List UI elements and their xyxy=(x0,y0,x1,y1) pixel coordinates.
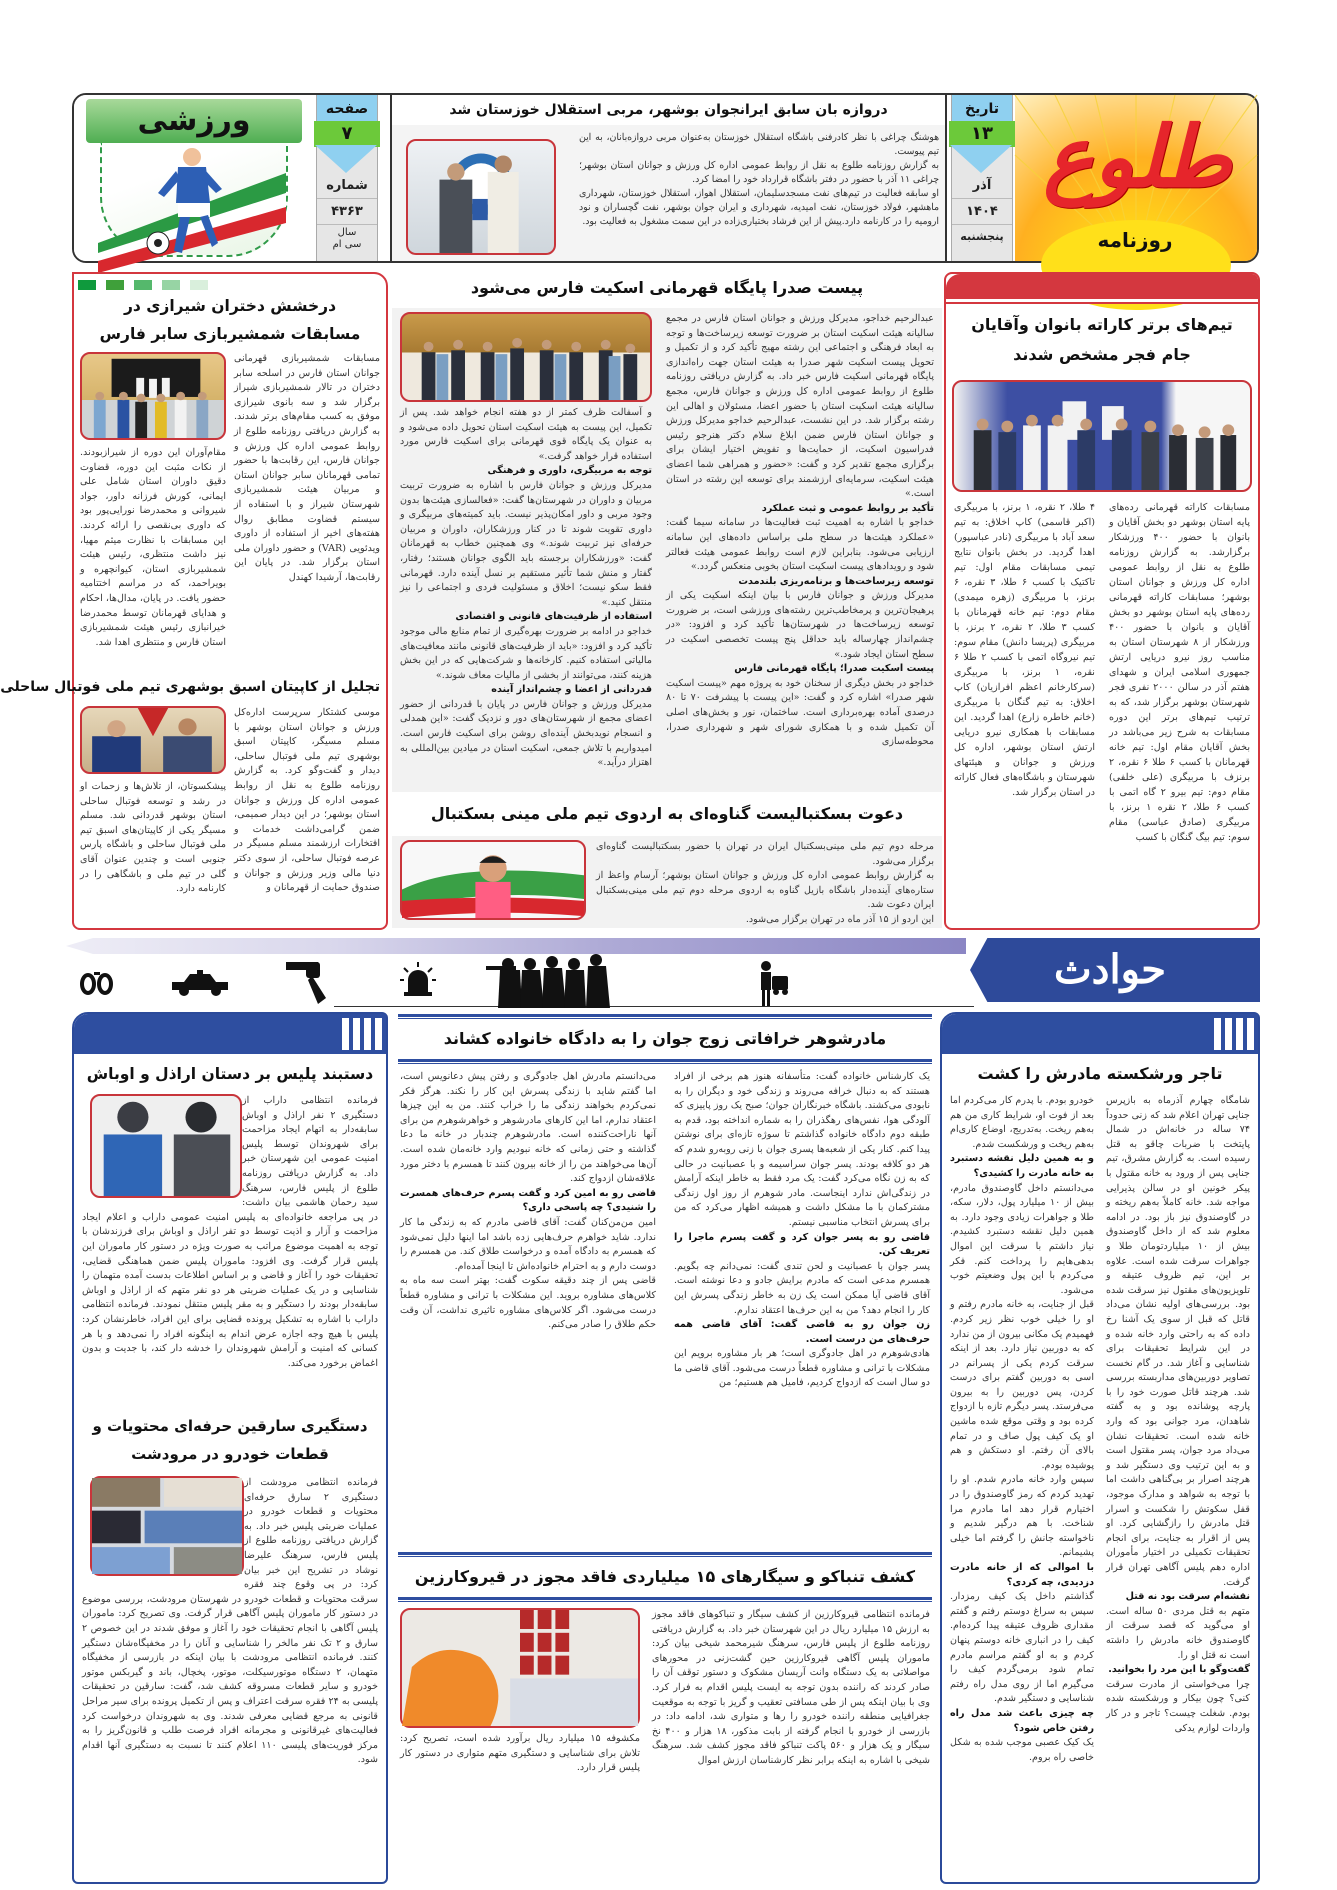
page-number-box xyxy=(316,95,378,261)
lead-story-photo xyxy=(406,139,556,255)
article-column-text: پیشکسوتان، از تلاش‌ها و زحمات او در رشد و توسعه فوتبال ساحلی استان بوشهر قدردانی شد. مسلم مسیگر یکی از کاپیتان‌های اسبق تیم ملی فوتبال ساحلی و باشگاه پارس جنوبی است و چندین عنوان آقای گلی در تیم ملی و باشگاهی را در کارنامه دارد. xyxy=(80,781,226,895)
date-day-wrap xyxy=(952,121,1012,173)
article-text: خودرو بودم. با پدرم کار می‌کردم اما بعد از فوت او، شرایط کاری من هم به‌هم ریخت. به‌تدریج، اوضاع کاری‌ام به‌هم ریخت و ورشکست شدم. xyxy=(950,1095,1094,1150)
article-columns xyxy=(392,836,942,924)
article-text: متهم به قتل مردی ۵۰ ساله است. او می‌گوید که قصد سرقت از گاوصندوق خانه مادرش را داشته است نه قتل او را. xyxy=(1106,1605,1250,1661)
newspaper-logo xyxy=(1015,95,1257,261)
article-column: موسی کشتکار سرپرست اداره‌کل ورزش و جوانان استان بوشهر با مسلم مسیگر، کاپیتان اسبق بوشهری تیم ملی فوتبال ساحلی، دیدار و گفت‌وگو کرد. به گزارش روزنامه طلوع به نقل از روابط عمومی اداره کل ورزش و جوانان استان بوشهر؛ در این دیدار صمیمی، ضمن گرامی‌داشت خدمات و افتخارات ارزشمند مسلم مسیگر در عرصه فوتبال ساحلی، از سوی دکتر دنیا مالی وزیر ورزش و جوانان و صندوق حمایت از قهرمانان و xyxy=(234,707,380,894)
article-columns xyxy=(392,308,942,792)
article-text: و آسفالت ظرف کمتر از دو هفته انجام خواهد شد. پس از تکمیل، این پیست به هیئت اسکیت استان تحویل داده می‌شود و به عنوان یک پایگاه قوی قهرمانی برای اسکیت فارس مورد استفاده قرار خواهد گرفت.» xyxy=(400,407,652,462)
sports-left-box xyxy=(0,272,388,930)
red-header-bar xyxy=(946,274,1258,302)
date-label: تاریخ xyxy=(952,95,1012,137)
thugs-section xyxy=(74,1054,386,1406)
article-text: مدیرکل ورزش و جوانان فارس با بیان اینکه اسکیت یکی از پرهیجان‌ترین و پرمخاطب‌ترین رشته‌های ورزشی است، بر ضرورت توسعه زیرساخت‌ها در شهرستان‌ها تأکید کرد و افزود: «در چشم‌انداز چهارساله باید حداقل پنج پیست تخصصی اسکیت در سطح استان ایجاد شود.» xyxy=(666,590,934,660)
lead-story-body xyxy=(579,131,939,257)
swatch xyxy=(190,280,208,290)
article-text: فرمانده انتظامی داراب از دستگیری ۲ نفر اراذل و اوباش سابقه‌دار به اتهام ایجاد مزاحمت برای شهروندان توسط پلیس امنیت عمومی این شهرستان خبر داد. به گزارش دریافتی روزنامه طلوع از پلیس فارس، سرهنگ سید رحمان هاشمی بیان داشت: در پی مراجعه خانواده‌ای به پلیس امنیت عمومی داراب و اعلام ایجاد مزاحمت و آزار و اذیت توسط دو تفر اراذل و اوباش برای فرزندشان با توجه به اهمیت موضوع مراتب به صورت ویژه در دستور کار ماموران این پلیس قرار گرفت. وی افزود: ماموران پلیس ضمن هماهنگی قضایی، تحقیقات خود را آغاز و قاضی و بر اساس اطلاعات بدست آمده متهمان را شناسایی و در یک عملیات ضربتی هر دو نفر متهم که از اراذل و اوباش سابقه‌دار بودند را دستگیر و به مقر پلیس منتقل نمودند. فرمانده انتظامی داراب با اشاره به تشکیل پرونده قضایی برای این افراد، خاطرنشان کرد: پلیس با هیچ وجه اجازه عرض اندام به اینگونه افراد را نمی‌دهد و با هر کسانی که امنیت و آرامش شهروندان را خدشه دار کند، با جدیت و بدون اغماض برخورد می‌کند. xyxy=(82,1095,378,1369)
article-text: یک کیک عصبی موجب شده به شکل خاصی راه بروم. xyxy=(950,1737,1094,1763)
article-subheading: زن جوان رو به قاضی گفت: آقای قاضی همه حرف‌های من درست است. xyxy=(674,1319,930,1345)
article-subheading: قاضی رو به پسر جوان کرد و گفت پسرم ماجرا را تعریف کن. xyxy=(674,1231,930,1258)
article-body xyxy=(74,1476,386,1876)
siren-icon xyxy=(400,962,436,996)
article-text: پسر جوان با عصبانیت و لحن تندی گفت: نمی‌دانم چه بگویم. همسرم مدعی است که مادرم برایش جادو و دعا نوشته است. آقای قاضی آیا ممکن است یک زن به خاطر زندگی پسرش این کار را انجام دهد؟ من به این حرف‌ها اعتقاد ندارم. xyxy=(674,1260,930,1316)
article-text: قبل از جنایت، به خانه مادرم رفتم و او را خیلی خوب نظر زیر کردم. فهمیدم یک مکانی بیرون از من ندارد که به دوربین نیاز دارد. بعد از اینکه سرقت کردم یکی از پسرانم در اسی به دوربین گفتم برای درست کردن، پس دوربین را به بیرون می‌فرستد. پسر دیگرم تازه با ازدواج کرده بود و وقتی موقع شده ماشین او یک کیف پول صاف و در تمام بالای آن رفتم. او دستکش و هم پوشیده بودم. xyxy=(950,1299,1094,1471)
color-swatches xyxy=(74,274,386,290)
article-title: درخشش دختران شیرازی در مسابقات شمشیربازی سابر فارس xyxy=(99,297,361,343)
incidents-banner xyxy=(66,938,1260,1008)
blue-header-bar xyxy=(942,1014,1258,1054)
police-car-icon xyxy=(172,970,228,996)
section-title: ورزشی xyxy=(137,103,251,138)
article-text: می‌دانستم داخل گاوصندوق مادرم، بیش از ۱۰ میلیارد پول، دلار، سکه، طلا و جواهرات زیادی وجود دارد. به همین دلیل نقشه دستبرد کشیدم. نیاز داشتم با سرقت این اموال بدهی‌هایم را پرداخت کنم. فکر می‌کردم با این پول وضعیتم خوب می‌شود. xyxy=(950,1182,1094,1296)
page-label: صفحه xyxy=(317,95,377,137)
article-basketball xyxy=(392,796,942,928)
article-photo xyxy=(400,1608,640,1728)
incidents-left-box xyxy=(72,1012,388,1884)
issue-label: شماره xyxy=(326,178,368,193)
interview-question: و به همین دلیل نقشه دستبرد به خانه مادرت را کشیدی؟ xyxy=(950,1153,1094,1179)
volume-box xyxy=(317,224,377,253)
article-text: سپس وارد خانه مادرم شدم. او را تهدید کردم که رمز گاوصندوق را در اختیارم قرار دهد اما مادرم مرا شناخت. با هم درگیر شدیم و ناخواسته جانش را گرفتم اما خیلی پشیمانم. xyxy=(950,1474,1094,1559)
article-body xyxy=(74,1094,386,1400)
article-merchant xyxy=(940,1012,1260,1884)
article-column-left xyxy=(80,352,226,652)
article-title: دستگیری سارقین حرفه‌ای محتویات و قطعات خودرو در مرودشت xyxy=(92,1417,368,1463)
article-karate xyxy=(944,272,1260,930)
article-column xyxy=(1106,1094,1250,1874)
article-title: تیم‌های برتر کاراته بانوان وآقایان جام فجر مشخص شدند xyxy=(971,315,1233,364)
article-column-left xyxy=(400,1608,640,1788)
volume-value: سی ام xyxy=(332,239,362,250)
article-subheading: توسعه زیرساخت‌ها و برنامه‌ریزی بلندمدت xyxy=(738,575,934,587)
article-text: یک کارشناس خانواده گفت: متأسفانه هنوز هم برخی از افراد هستند که به دنبال خرافه می‌روند و زندگی خود و دیگران را به نابودی می‌کشند. باشگاه خبرنگاران جوان؛ صبح یک روز پاییزی که آلودگی هوا، نفس‌های رهگذران را به شماره انداخته بود، قدم به طبقه دوم دادگاه خانواده گذاشتم تا سوژه تازه‌ای برای نوشتن پیدا کنم. کنار یکی از شعبه‌ها پسری جوان با زنی روبه‌رو شدم که هر دو کلافه بودند. پسر جوان سراسیمه و با عصبانیت در حالی که به زن نگاه می‌کرد گفت: یک مرد فقط به خاطر اینکه آرامش در زندگی‌اش ندارد اینجاست. مادر شوهرم از روز اول زندگی مشترکمان با ما مشکل داشت و همیشه اظهار می‌کرد که من برای پسرش انتخاب مناسبی نیستم. xyxy=(674,1071,930,1228)
article-text: مرحله دوم تیم ملی مینی‌بسکتبال ایران در تهران با حضور بسکتبالیست گناوه‌ای برگزار می‌شود. xyxy=(596,841,934,867)
article-text: به گزارش روابط عمومی اداره کل ورزش و جوانان استان بوشهر؛ آرسام واعظ از ستاره‌های آینده‌دار باشگاه بازیل گناوه به اردوی مرحله دوم تیم ملی مینی‌بسکتبال ایران دعوت شد. xyxy=(596,870,934,911)
article-title: دستبند پلیس بر دستان اراذل و اوباش xyxy=(86,1065,374,1083)
article-subheading: قاضی رو به امین کرد و گفت پسرم حرف‌های همسرت را شنیدی؟ چه پاسخی داری؟ xyxy=(400,1187,656,1214)
article-column-left xyxy=(80,706,226,922)
article-columns xyxy=(392,1602,938,1788)
lead-story-paragraph: هوشنگ چراغی با نظر کادرفنی باشگاه استقلال خوزستان به‌عنوان مربی دروازه‌بانان، به این تیم پیوست. xyxy=(579,132,939,157)
article-columns xyxy=(74,706,386,922)
article-subheading: قدردانی از اعضا و چشم‌انداز آینده xyxy=(491,684,652,696)
swat-team-icon xyxy=(486,954,616,1008)
logo-wordmark: طلوع xyxy=(1043,107,1232,206)
lead-story-paragraph: به گزارش روزنامه طلوع به نقل از روابط عمومی اداره کل ورزش و جوانان استان بوشهر؛ چراغی ۱۱ آذر با حضور در دفتر باشگاه قرارداد خود را امضا کرد. xyxy=(579,160,939,185)
article-tobacco xyxy=(392,1552,938,1792)
handcuffs-icon xyxy=(80,964,114,996)
section-shield xyxy=(100,143,288,257)
article-column-text xyxy=(400,406,652,771)
article-text: خداجو در ادامه بر ضرورت بهره‌گیری از تمام منابع مالی موجود تأکید کرد و افزود: «باید از ظرفیت‌های قانونی مانند معافیت‌های مالیاتی استفاده کنیم. کارخانه‌ها و شرکت‌هایی که در این بخش هزینه کنند، می‌توانند از بخشی از مالیات معاف شوند.» xyxy=(400,625,652,681)
issue-number: ۴۳۶۳ xyxy=(317,198,377,224)
article-column xyxy=(674,1070,930,1538)
article-column xyxy=(950,1094,1094,1874)
beach-football-section xyxy=(0,670,386,926)
banner-title: حوادث xyxy=(1054,946,1166,993)
article-photo xyxy=(952,380,1252,492)
article-text: مدیرکل ورزش و جوانان فارس در پایان با قدردانی از حضور اعضای مجمع از شهرستان‌های دور و نزدیک گفت: «این همدلی و انسجام نویدبخش آینده‌ای روشن برای اسکیت فارس است. امیدواریم با تلاش جمعی، اسکیت استان در میادین بین‌المللی به اهتزاز درآید.» xyxy=(400,698,652,769)
article-column xyxy=(400,1070,656,1538)
banner-stripe xyxy=(66,938,966,954)
date-day: ۱۳ xyxy=(949,121,1015,147)
article-body xyxy=(946,492,1258,845)
article-columns xyxy=(74,352,386,652)
article-text: چرا می‌خواستی از مادرت سرقت کنی؟ چون بیکار و ورشکسته شده بودم. شغلت چیست؟ تاجر و در کار واردات لوازم یدکی xyxy=(1106,1678,1250,1734)
article-subheading: استفاده از ظرفیت‌های قانونی و اقتصادی xyxy=(455,611,652,623)
article-title: تجلیل از کاپیتان اسبق بوشهری تیم ملی فوتبال ساحلی xyxy=(0,679,380,695)
article-text: خداجو در بخش دیگری از سخنان خود به پروژه مهم «پیست اسکیت شهر صدرا» اشاره کرد و گفت: «این پیست با پیشرفت ۷۰ تا ۸۰ درصدی آماده بهره‌برداری است. ساختمان، نور و بخش‌های اصلی آن تکمیل شده و با همکاری شورای شهر و شهرداری صدرا، محوطه‌سازی xyxy=(666,677,934,748)
article-text: گذاشتم داخل یک کیف رمزدار. سپس به سراغ دوستم رفتم و گفتم مقداری ظروف عتیقه پیدا کرده‌ام. کیف را در انباری خانه دوستم پنهان کردم و به او گفتم مراسم مادرم تمام شود برمی‌گردم کیف را می‌گیرم اما از روی مدل راه رفتم شناسایی و دستگیر شدم. xyxy=(950,1591,1094,1705)
fencing-section xyxy=(74,274,386,670)
lead-story-title: دروازه بان سابق ایرانجوان بوشهر، مربی استقلال خوزستان شد xyxy=(392,95,945,125)
car-thieves-section xyxy=(74,1406,386,1882)
article-subheading: گفت‌وگو با این مرد را بخوانید. xyxy=(1108,1664,1250,1676)
article-text: امین من‌من‌کنان گفت: آقای قاضی مادرم که به زندگی ما کار ندارد. شاید خواهرم حرف‌هایی زده باشد اما اینها دلیل نمی‌شود که همسرم به دادگاه آمده و درخواست طلاق کند. من همسرم را دوست دارم و به احترام خانواده‌اش تا اینجا آمده‌ام. xyxy=(400,1216,656,1272)
article-subheading: پیست اسکیت صدرا؛ پایگاه قهرمانی فارس xyxy=(734,663,934,675)
section-badge xyxy=(74,95,314,261)
logo-subtitle: روزنامه xyxy=(1097,228,1173,252)
article-text: این اردو از ۱۵ آذر ماه در تهران برگزار می‌شود. xyxy=(745,913,934,925)
article-text: عبدالرحیم خداجو، مدیرکل ورزش و جوانان استان فارس در مجمع سالیانه هیئت اسکیت استان بر ضرورت توسعه زیرساخت‌ها و توجه به ابعاد فرهنگی و اجتماعی این رشته مهیج تأکید کرد و از تکمیل و تحویل پیست اسکیت شهر صدرا به هیئت استان جهت راه‌اندازی پایگاه قهرمانی اسکیت فارس خبر داد. به گزارش دریافتی روزنامه طلوع از روابط عمومی اداره کل ورزش و جوانان فارس، مجمع سالیانه هیئت اسکیت استان با حضور اعضا، مسئولان و اهالی این رشته برگزار شد. در این نشست، عبدالرحیم خداجو مدیرکل ورزش و جوانان استان فارس ضمن ابلاغ سلام دکتر هنرجو رئیس فدراسیون اسکیت، از حمایت‌ها و تفویض اختیار ایشان برای برگزاری مجمع تقدیر کرد و گفت: «حضور و همراهی شما اعضای هیئت اسکیت، سرمایه‌ای ارزشمند برای توسعه این رشته در استان است.» xyxy=(666,313,934,500)
interview-question: چه چیزی باعث شد مدل راه رفتن خاص شود؟ xyxy=(950,1707,1094,1734)
article-body xyxy=(596,840,934,924)
blue-header-bar xyxy=(74,1014,386,1054)
article-mother-in-law xyxy=(392,1014,938,1546)
revolver-icon xyxy=(286,958,330,1004)
article-photo xyxy=(80,706,226,774)
article-title: دعوت بسکتبالیست گناوه‌ای به اردوی تیم ملی مینی بسکتبال xyxy=(392,796,942,836)
article-photo xyxy=(80,352,226,440)
article-skate xyxy=(392,272,942,792)
article-title: پیست صدرا پایگاه قهرمانی اسکیت فارس می‌شود xyxy=(392,272,942,308)
swatch xyxy=(134,280,152,290)
masthead xyxy=(72,93,1259,263)
article-column: فرمانده انتظامی قیروکارزین از کشف سیگار و تنباکوهای فاقد مجوز به ارزش ۱۵ میلیارد ریال در این شهرستان خبر داد. به گزارش دریافتی روزنامه طلوع از پلیس فارس، سرهنگ شیرمحمد شیخی بیان کرد: ماموران پلیس آگاهی قیروکارزین حین گشت‌زنی در محورهای مواصلاتی به یک دستگاه وانت آریسان مشکوک و دستور توقف آن را صادر کردند که راننده بدون توجه به ایست پلیس اقدام به فرار کرد. وی با بیان اینکه پس از طی مسافتی تعقیب و گریز با توجه به موقعیت جغرافیایی منطقه راننده خودرو را رها و متواری شد، ادامه داد: در بازرسی از خودرو با انجام گرفته از بابت مذکور، ۱۸ هزار و ۴۰۰ نخ سیگار و یک هزار و ۵۶۰ پاکت تنباکو فاقد مجوز کشف شد. سرهنگ شیخی با اشاره به اینکه برابر نظر کارشناسان ارزش اموال xyxy=(652,1609,930,1766)
soccer-player-icon xyxy=(98,143,286,257)
article-title: مادرشوهر خرافاتی زوج جوان را به دادگاه خانواده کشاند xyxy=(443,1029,887,1048)
article-subheading: نقشه‌ام سرقت بود نه قتل xyxy=(1125,1591,1250,1603)
swatch xyxy=(162,280,180,290)
banner-underline xyxy=(334,1006,974,1007)
article-text: می‌دانستم مادرش اهل جادوگری و رفتن پیش دعانویس است، اما گفتم شاید با زندگی پسرش این کار را نکند. هرگز فکر نمی‌کردم بخواهند زندگی ما را خراب کنند. من به این چیزها اعتقاد ندارم، اما این کارهای مادرشوهر و خواهرشوهرم من برای آنها ناراحت‌کننده است. مادرشوهرم چندبار در خانه ما دعا گذاشته و حتی زمانی که خانه نبودیم وارد خانه‌مان شده است. آن‌ها می‌خواهند من را از خانه بیرون کنند تا همسرم با دختر مورد علاقه‌شان ازدواج کند. xyxy=(400,1071,656,1185)
swatch xyxy=(106,280,124,290)
article-text: خداجو با اشاره به اهمیت ثبت فعالیت‌ها در سامانه سیما گفت: «عملکرد هیئت‌ها در سطح ملی براساس داده‌های این سامانه ارزیابی می‌شود. بنابراین لازم است روابط عمومی هیئت فعالتر شود و رویدادهای پیست اسکیت استان بخوبی منعکس گردد.» xyxy=(666,517,934,573)
date-month: آذر xyxy=(972,178,992,193)
date-box xyxy=(951,95,1013,261)
date-weekday: پنجشنبه xyxy=(952,224,1012,248)
article-column-text: مقام‌آوران این دوره از شیرازبودند. از نکات مثبت این دوره، قضاوت دقیق داوران استان شامل علی ایمانی، کورش فرزانه داور، جواد شیروانی و محمدرضا نورایی‌پور بود که داوری بی‌نقصی را ارائه کردند. این مسابقات با نظارت میثم مهیا، نیز داشت منتظری، رئیس هیئت شمشیربازی استان، کیوانچهره و بویراحمد، که در مراسم اختتامیه حضور یافت. در پایان، مدال‌ها، احکام و هدایای قهرمانان توسط محمدرضا خیرانبازی رئیس هیئت شمشیربازی استان فارس و منتظری اهدا شد. xyxy=(80,447,226,648)
article-subheading: تأکید بر روابط عمومی و ثبت عملکرد xyxy=(761,502,934,514)
article-column-text: مکشوفه ۱۵ میلیارد ریال برآورد شده است، تصریح کرد: تلاش برای شناسایی و دستگیری متهم متواری در دستور کار پلیس قرار دارد. xyxy=(400,1733,640,1774)
volume-label: سال xyxy=(337,227,357,238)
article-title: تاجر ورشکسته مادرش را کشت xyxy=(977,1064,1223,1083)
article-subheading: توجه به مربیگری، داوری و فرهنگی xyxy=(487,465,652,477)
interview-question: با اموالی که از خانه مادرت دزدیدی، چه کردی؟ xyxy=(950,1562,1094,1588)
date-year: ۱۴۰۴ xyxy=(952,198,1012,224)
page-pointer xyxy=(315,145,377,173)
article-body xyxy=(942,1094,1258,1874)
lead-story xyxy=(390,95,947,261)
article-photo xyxy=(400,840,586,920)
article-column: مسابقات کاراته قهرمانی رده‌های پایه استان بوشهر دو بخش آقایان و بانوان با حضور ۴۰۰ ورزشکار برگزارشد. به گزارش روزنامه طلوع به نقل از روابط عمومی اداره کل ورزش و جوانان استان بوشهر؛ مسابقات کاراته قهرمانی رده‌های پایه استان بوشهر دو بخش آقایان و بانوان با حضور ۴۰۰ ورزشکار از ۸ شهرستان استان به مناسب روز نیرو دریایی ارتش جمهوری اسلامی ایران و شهدای هفتم آذر در سالن ۲۰۰۰ نفری فجر شهرستان بوشهر برگزار شد، که به ترتیب تیم‌های برتر این دوره مسابقات به شرح زیر می‌باشد در بخش آقایان مقام اول: تیم خانه قهرمانان با کسب ۶ طلا ۶ نقره، ۲ برنزف با مربیگری (علی خلفی) مقام دوم: تیم بیرو ۲ گاه اتمی با کسب ۶ طلا، ۲ نقره ۱ برنز، با مربیگری (صادق عباسی) مقام سوم: تیم بیگ گنگان با کسب xyxy=(1109,502,1250,843)
article-body xyxy=(392,1064,938,1538)
article-column: مسابقات شمشیربازی قهرمانی جوانان استان فارس در اسلحه سابر دختران در تالار شمشیربازی شیراز برگزار شد و سه بانوی شیرازی موفق به کسب مقام‌های برتر شدند. به گزارش دریافتی روزنامه طلوع از روابط عمومی اداره کل ورزش و جوانان فارس، این رقابت‌ها با حضور تمامی قهرمانان سابر جوانان استان و مربیان هیئت شمشیربازی شهرستان شیراز و با استفاده از سیستم قضاوت مطابق روال هفته‌های اخیر از استفاده از داوری ویدئویی (VAR) و حضور داوران ملی استان برگزار شد. در پایان این رقابت‌ها، آرشیدا کهندل xyxy=(234,353,380,583)
article-text: قاضی پس از چند دقیقه سکوت گفت: بهتر است سه ماه به کلاس‌های مشاوره بروید. این مشکلات با ترانی و مشاوره قطعاً درست می‌شود. اگر کلاس‌های مشاوره تاثیری نداشت، آن وقت حکم طلاق را صادر می‌کنم. xyxy=(400,1275,656,1331)
article-photo xyxy=(90,1094,242,1198)
page-number-wrap xyxy=(317,121,377,173)
page-number: ۷ xyxy=(314,121,380,147)
article-column-left xyxy=(400,312,652,792)
swatch xyxy=(78,280,96,290)
date-pointer xyxy=(950,145,1012,173)
police-officer-icon xyxy=(756,958,790,1008)
article-text: مدیرکل ورزش و جوانان فارس با اشاره به ضرورت تربیت مربیان و داوران در شهرستان‌ها گفت: «فعالسازی هیئت‌ها بدون وجود مربی و داور امکان‌پذیر نیست. باید کمیته‌های مربیگری و داوری تقویت شوند تا در کنار ورزشکاران، داوران و مربیان حرفه‌ای نیز تربیت شوند.» وی همچنین خطاب به قهرمانان گفت: «ورزشکاران برجسته باید الگوی جوانان هستند؛ رفتار، گفتار و منش شما تأثیر مستقیم بر نسل آینده دارد. قهرمانی فقط سکو نیست؛ اخلاق و مسئولیت فردی و اجتماعی را نیز منتقل کنید.» xyxy=(400,479,652,608)
article-photo xyxy=(400,312,652,402)
article-text: هادی‌شوهرم در اهل جادوگری است؛ هر بار مشاوره برویم این مشکلات با ترانی و مشاوره قطعاً درست می‌شود. آقای قاضی ما دو سال است که ازدواج کردیم، فامیل هم هستیم؛ من xyxy=(674,1348,930,1389)
article-title: کشف تنباکو و سیگارهای ۱۵ میلیاردی فاقد مجوز در قیروکارزین xyxy=(414,1567,916,1586)
article-text: شامگاه چهارم آذرماه به بازپرس جنایی تهران اعلام شد که زنی حدوداً ۷۴ ساله در خانه‌اش در شمال پایتخت با ضربات چاقو به قتل رسیده است. به گزارش مشرق، تیم جنایی پس از ورود به خانه مقتول با پیکر خونین او در سالن پذیرایی مواجه شد. خانه کاملاً به‌هم ریخته و در گاوصندوق نیز باز بود. در ادامه معلوم شد که از داخل گاوصندوق بیش از ۱۰ میلیاردتومان طلا و جواهرات سرقت شده است. علاوه بر این، تیم ظروف عتیقه و تلویزیون‌های مقتول نیز سرقت شده بود. بررسی‌های اولیه نشان می‌داد قاتل که قبل از سوی یک آشنا رخ داده که به راحتی وارد خانه شده و در این شرایط تحقیقات برای شناسایی و آغاز شد. در گام نخست تصاویر دوربین‌های مداربسته بررسی شد. هرچند قاتل صورت خود را با پارچه پوشانده بود و به گفته شاهدان، مرد جوانی بود که وارد خانه شده است. تحقیقات نشان می‌داد مرد جوان، پسر مقتول است و به این ترتیب وی دستگیر شد و هرچند اصرار بر بی‌گناهی داشت اما با توجه به شواهد و مدارک موجود، قفل سکوتش را شکست و اسرار قتل مادرش را رازگشایی کرد. او پس از اقرار به جنایت، برای انجام تحقیقات تکمیلی در اختیار مأموران اداره دهم پلیس آگاهی تهران قرار گرفت. xyxy=(1106,1095,1250,1588)
lead-story-paragraph: او سابقه فعالیت در تیم‌های نفت مسجدسلیمان، استقلال اهواز، استقلال خوزستان، شهرداری ماهشهر، فولاد خوزستان، نفت امیدیه، شهرداری و ایران جوان بوشهر، نفت گچساران و نود ارومیه را در کارنامه دارد.پیش از این فرشاد بختیاری‌زاده در این سمت مشغول به فعالیت بود. xyxy=(579,188,939,227)
article-text: فرمانده انتظامی مرودشت از دستگیری ۲ سارق حرفه‌ای محتویات و قطعات خودرو در عملیات ضربتی پلیس خبر داد. به گزارش دریافتی روزنامه طلوع از پلیس فارس، سرهنگ علیرضا نوشاد در تشریح این خبر بیان کرد: در پی وقوع چند فقره سرقت محتویات و قطعات خودرو در شهرستان مرودشت، بررسی موضوع در دستور کار ماموران پلیس آگاهی قرار گرفت. وی تصریح کرد: ماموران پلیس آگاهی با انجام تحقیقات خود را آغاز و موفق شدند در این خصوص ۲ سارق و ۲ تک نفر مالخر را شناسایی و آنان را در مخفیگاه‌شان دستگیر کنند. فرمانده انتظامی مرودشت با بیان اینکه در بازرسی از مخفیگاه متهمان، ۲ دستگاه موتورسیکلت، موتور، پخچال، باند و گیربکس موتور خودرو و سایر قطعات مسروقه کشف شد، گفت: سارقین در تحقیقات پلیسی به ۲۴ فقره سرقت اعتراف و پس از تکمیل پرونده برای سیر مراحل قانونی به مرجع قضایی معرفی شدند. وی به شهروندان درخواست کرد فعالیت‌های غیرقانونی و مجرمانه افراد فرصت طلب و قانون‌گریز را به مرکز فوریت‌های پلیسی ۱۱۰ اعلام کنند تا نسبت به دستگیری آنها اقدام شود. xyxy=(82,1477,378,1766)
article-column xyxy=(666,312,934,792)
article-photo xyxy=(90,1476,244,1576)
article-column: ۴ طلا، ۲ نقره، ۱ برنز، با مربیگری (اکبر قاسمی) کاپ اخلاق: به تیم سعد آباد با مربیگری (نادر عباسپور) اهدا گردید. در بخش بانوان نتایج تیمی مسابقات مقام اول: تیم تاکتیک با کسب ۶ طلا، ۳ نقره، ۶ برنز، با مربیگری (زهره میمدی) مقام دوم: تیم خانه قهرمانان با کسب ۳ طلا، ۲ نقره، ۲ برنز، با مربیگری (پریسا دانش) مقام سوم: تیم نیروگاه اتمی با کسب ۲ طلا ۶ نقره، ۱ برنز، با مربیگری (سرکارخانم اعظم افرازیان) کاپ اخلاق: به تیم گنگان با مربیگری (خانم خاطره زارع) اهدا گردید. این مسابقات با همکاری نیرو دریایی ارتش استان بوشهر، اداره کل ورزش و جوانان و هیئتهای شهرستان و باشگاه‌های فعال کاراته در استان برگزار شد. xyxy=(954,502,1096,798)
